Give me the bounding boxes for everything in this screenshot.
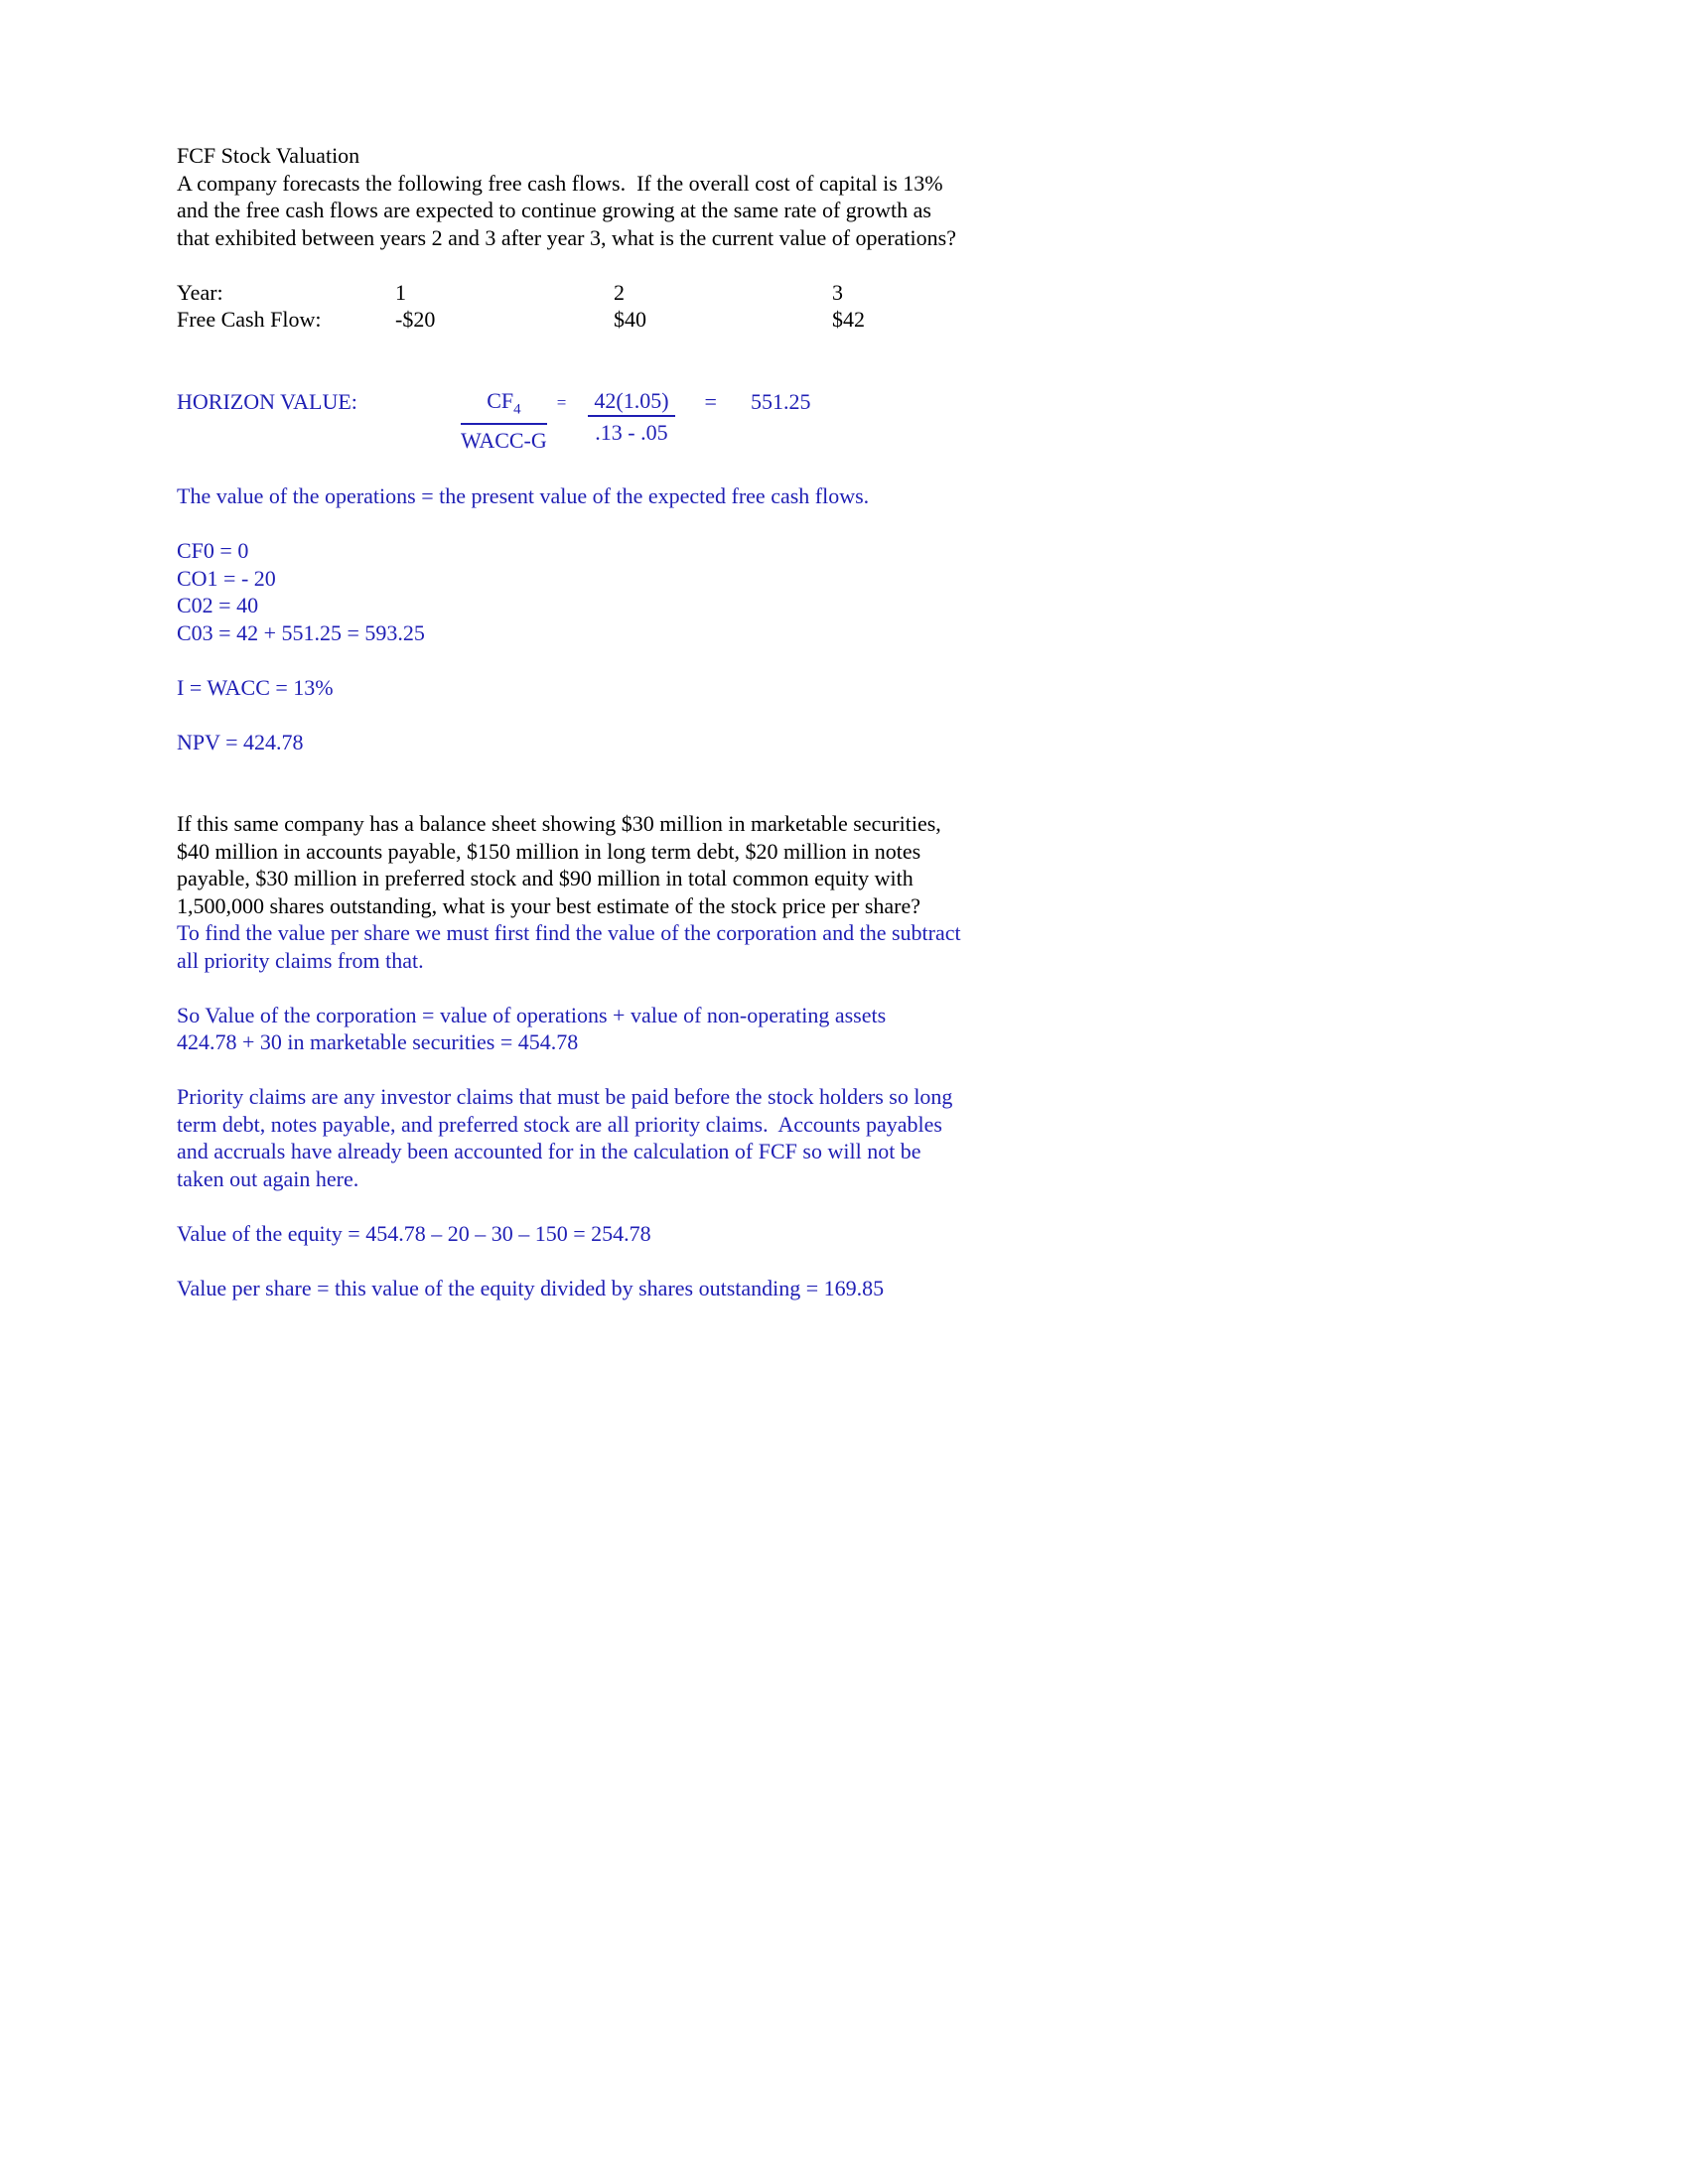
year-2: 2: [614, 279, 625, 305]
horizon-value-label: HORIZON VALUE:: [177, 388, 357, 414]
value-per-share-line: Value per share = this value of the equity divided by shares outstanding = 169.85: [177, 1275, 885, 1300]
operations-value-line: The value of the operations = the present value of the expected free cash flows.: [177, 483, 870, 509]
blank-line: [177, 783, 1609, 811]
question2-line-3: payable, $30 million in preferred stock and $90 million in total common equity with: [177, 866, 914, 891]
blank-line: [177, 701, 1609, 729]
co1-line: CO1 = - 20: [177, 565, 276, 591]
blank-line: [177, 1247, 1609, 1275]
priority-claims-line-2: term debt, notes payable, and preferred stock are all priority claims. Accounts payables: [177, 1111, 942, 1137]
corporation-value-line-1: So Value of the corporation = value of operations + value of non-operating assets: [177, 1002, 887, 1027]
horizon-value-formula: [177, 388, 1609, 454]
horizon-symbolic-fraction: [461, 388, 547, 454]
answer2-line-1: To find the value per share we must first find the value of the corporation and the subtract: [177, 920, 961, 946]
fcf-year-2: $40: [614, 307, 646, 332]
year-row-label: Year:: [177, 279, 223, 305]
equity-value-line: Value of the equity = 454.78 – 20 – 30 – 150 = 254.78: [177, 1220, 651, 1246]
blank-line: [177, 456, 1609, 483]
wacc-rate-line: I = WACC = 13%: [177, 674, 334, 700]
horizon-numerator-subscript: 4: [513, 400, 521, 417]
fcf-row-label: Free Cash Flow:: [177, 307, 322, 332]
c03-line: C03 = 42 + 551.25 = 593.25: [177, 619, 425, 645]
c02-line: C02 = 40: [177, 593, 259, 618]
equals-sign: =: [704, 388, 717, 414]
blank-line: [177, 755, 1609, 783]
numeric-numerator: 42(1.05): [588, 388, 674, 417]
horizon-numerator-base: CF: [487, 387, 514, 413]
year-3: 3: [832, 279, 843, 305]
question1-line-3: that exhibited between years 2 and 3 after year 3, what is the current value of operations?: [177, 224, 956, 250]
blank-line: [177, 334, 1609, 361]
blank-line: [177, 360, 1609, 388]
question1-line-2: and the free cash flows are expected to continue growing at the same rate of growth as: [177, 198, 931, 222]
horizon-numerator: [461, 388, 547, 425]
horizon-value-result: 551.25: [750, 388, 811, 414]
answer2-line-2: all priority claims from that.: [177, 947, 424, 973]
equals-sign-small: =: [556, 392, 567, 412]
blank-line: [177, 646, 1609, 674]
document-title: FCF Stock Valuation: [177, 143, 360, 168]
priority-claims-line-4: taken out again here.: [177, 1165, 359, 1191]
blank-line: [177, 1056, 1609, 1084]
horizon-numeric-fraction: [588, 388, 674, 446]
question1-line-1: A company forecasts the following free cash flows. If the overall cost of capital is 13%: [177, 170, 943, 196]
horizon-denominator: WACC-G: [461, 427, 547, 453]
fcf-year-3: $42: [832, 307, 865, 332]
fcf-year-1: -$20: [395, 307, 436, 332]
priority-claims-line-3: and accruals have already been accounted for in the calculation of FCF so will not be: [177, 1139, 921, 1164]
corporation-value-line-2: 424.78 + 30 in marketable securities = 454.78: [177, 1029, 579, 1055]
blank-line: [177, 974, 1609, 1002]
cashflow-table: [177, 279, 1609, 334]
year-1: 1: [395, 279, 406, 305]
question2-line-2: $40 million in accounts payable, $150 million in long term debt, $20 million in notes: [177, 838, 921, 864]
question2-line-4: 1,500,000 shares outstanding, what is your best estimate of the stock price per share?: [177, 892, 921, 918]
blank-line: [177, 510, 1609, 538]
blank-line: [177, 251, 1609, 279]
cf0-line: CF0 = 0: [177, 538, 249, 564]
numeric-denominator: .13 - .05: [595, 419, 668, 445]
question2-line-1: If this same company has a balance sheet showing $30 million in marketable securities,: [177, 811, 941, 837]
npv-line: NPV = 424.78: [177, 729, 304, 754]
blank-line: [177, 1192, 1609, 1220]
priority-claims-line-1: Priority claims are any investor claims that must be paid before the stock holders so long: [177, 1084, 953, 1110]
